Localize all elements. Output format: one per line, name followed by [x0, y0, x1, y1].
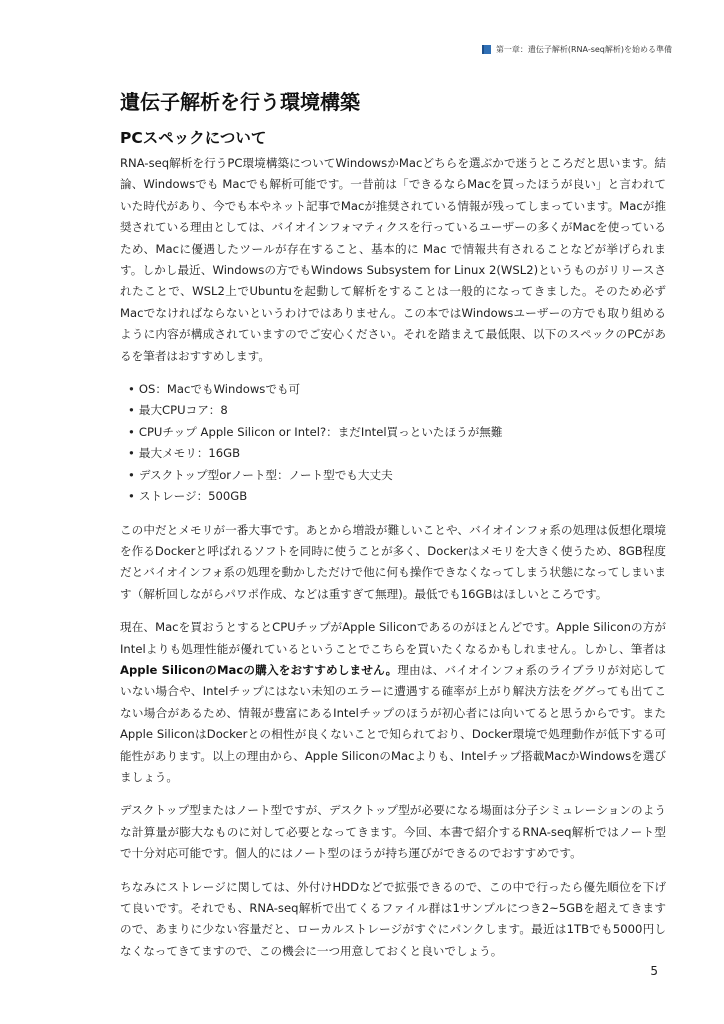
section-heading: PCスペックについて: [120, 129, 267, 147]
list-item: • ストレージ：500GB: [128, 486, 666, 507]
paragraph-form-factor: デスクトップ型またはノート型ですが、デスクトップ型が必要になる場面は分子シミュレーションのような計算量が膨大なものに対して必要となってきます。今回、本書で紹介するRNA-seq解析ではノート型で十分対応可能です。個人的にはノート型のほうが持ち運びができるのでおすすめです。: [120, 803, 666, 861]
paragraph-storage: ちなみにストレージに関しては、外付けHDDなどで拡張できるので、この中で行ったら優先順位を下げて良いです。それでも、RNA-seq解析で出てくるファイル群は1サンプルにつき2~5GBを超えてきますので、あまりに少ない容量だと、ローカルストレージがすぐにパンクします。最近は1TBでも5000円しなくなってきてますので、この機会に一つ用意しておくと良いでしょう。: [120, 879, 666, 958]
paragraph-cpu: [120, 617, 666, 788]
book-icon: [482, 45, 491, 54]
paragraph-intro: RNA-seq解析を行うPC環境構築についてWindowsかMacどちらを選ぶかで迷うところだと思います。結論、Windowsでも Macでも解析可能です。一昔前は「できるならMacを買ったほうが良い」と言われていた時代があり、今でも本やネット記事でMacが推奨されている情報が残ってしまっています。Macが推奨されている理由としては、バイオインフォマティクスを行っているユーザーの多くがMacを使っているため、Macに優遇したツールが存在すること、基本的に Mac で情報共有されることなどが挙げられます。しかし最近、Windowsの方でもWindows Subsystem for Linux 2(WSL2)というものがリリースされたことで、WSL2上でUbuntuを起動して解析をすることは一般的になってきました。そのため必ずMacでなければならないというわけではありません。この本ではWindowsユーザーの方でも取り組めるように内容が構成されていますのでご安心ください。それを踏まえて最低限、以下のスペックのPCがあるを筆者はおすすめします。: [120, 156, 666, 363]
bold-emphasis: Apple SiliconのMacの購入をおすすめしません。: [120, 662, 398, 677]
list-item: • 最大CPUコア：8: [128, 400, 666, 421]
page-number: 5: [650, 964, 658, 978]
spec-list: [120, 379, 666, 507]
list-item: • OS：MacでもWindowsでも可: [128, 379, 666, 400]
body-content: [120, 153, 666, 974]
page-title: 遺伝子解析を行う環境構築: [120, 90, 360, 114]
chapter-title: 第一章：遺伝子解析(RNA-seq解析)を始める準備: [495, 45, 672, 54]
list-item: • 最大メモリ：16GB: [128, 443, 666, 464]
list-item: • CPUチップ Apple Silicon or Intel?：まだIntel買っといたほうが無難: [128, 422, 666, 443]
paragraph-memory: この中だとメモリが一番大事です。あとから増設が難しいことや、バイオインフォ系の処理は仮想化環境を作るDockerと呼ばれるソフトを同時に使うことが多く、Dockerはメモリを大きく使うため、8GB程度だとバイオインフォ系の処理を動かしただけで他に何も操作できなくなってしまう状態になってしまいます（解析回しながらパワポ作成、などは重すぎて無理)。最低でも16GBはほしいところです。: [120, 522, 666, 601]
running-header: [482, 44, 672, 55]
list-item: • デスクトップ型orノート型：ノート型でも大丈夫: [128, 465, 666, 486]
text-span: 現在、Macを買おうとするとCPUチップがApple Siliconであるのがほとんどです。Apple Siliconの方がIntelよりも処理性能が優れているということでこちらを買いたくなるかもしれません。しかし、筆者は: [120, 620, 666, 656]
text-span: 理由は、バイオインフォ系のライブラリが対応していない場合や、Intelチップにはない未知のエラーに遭遇する確率が上がり解決方法をググっても出てこない場合があるため、情報が豊富にあるIntelチップのほうが初心者には向いてると思うからです。またApple SiliconはDockerとの相性が良くないことで知られており、Docker環境で処理動作が低下する可能性があります。以上の理由から、Apple SiliconのMacよりも、Intelチップ搭載MacかWindowsを選びましょう。: [120, 662, 666, 784]
